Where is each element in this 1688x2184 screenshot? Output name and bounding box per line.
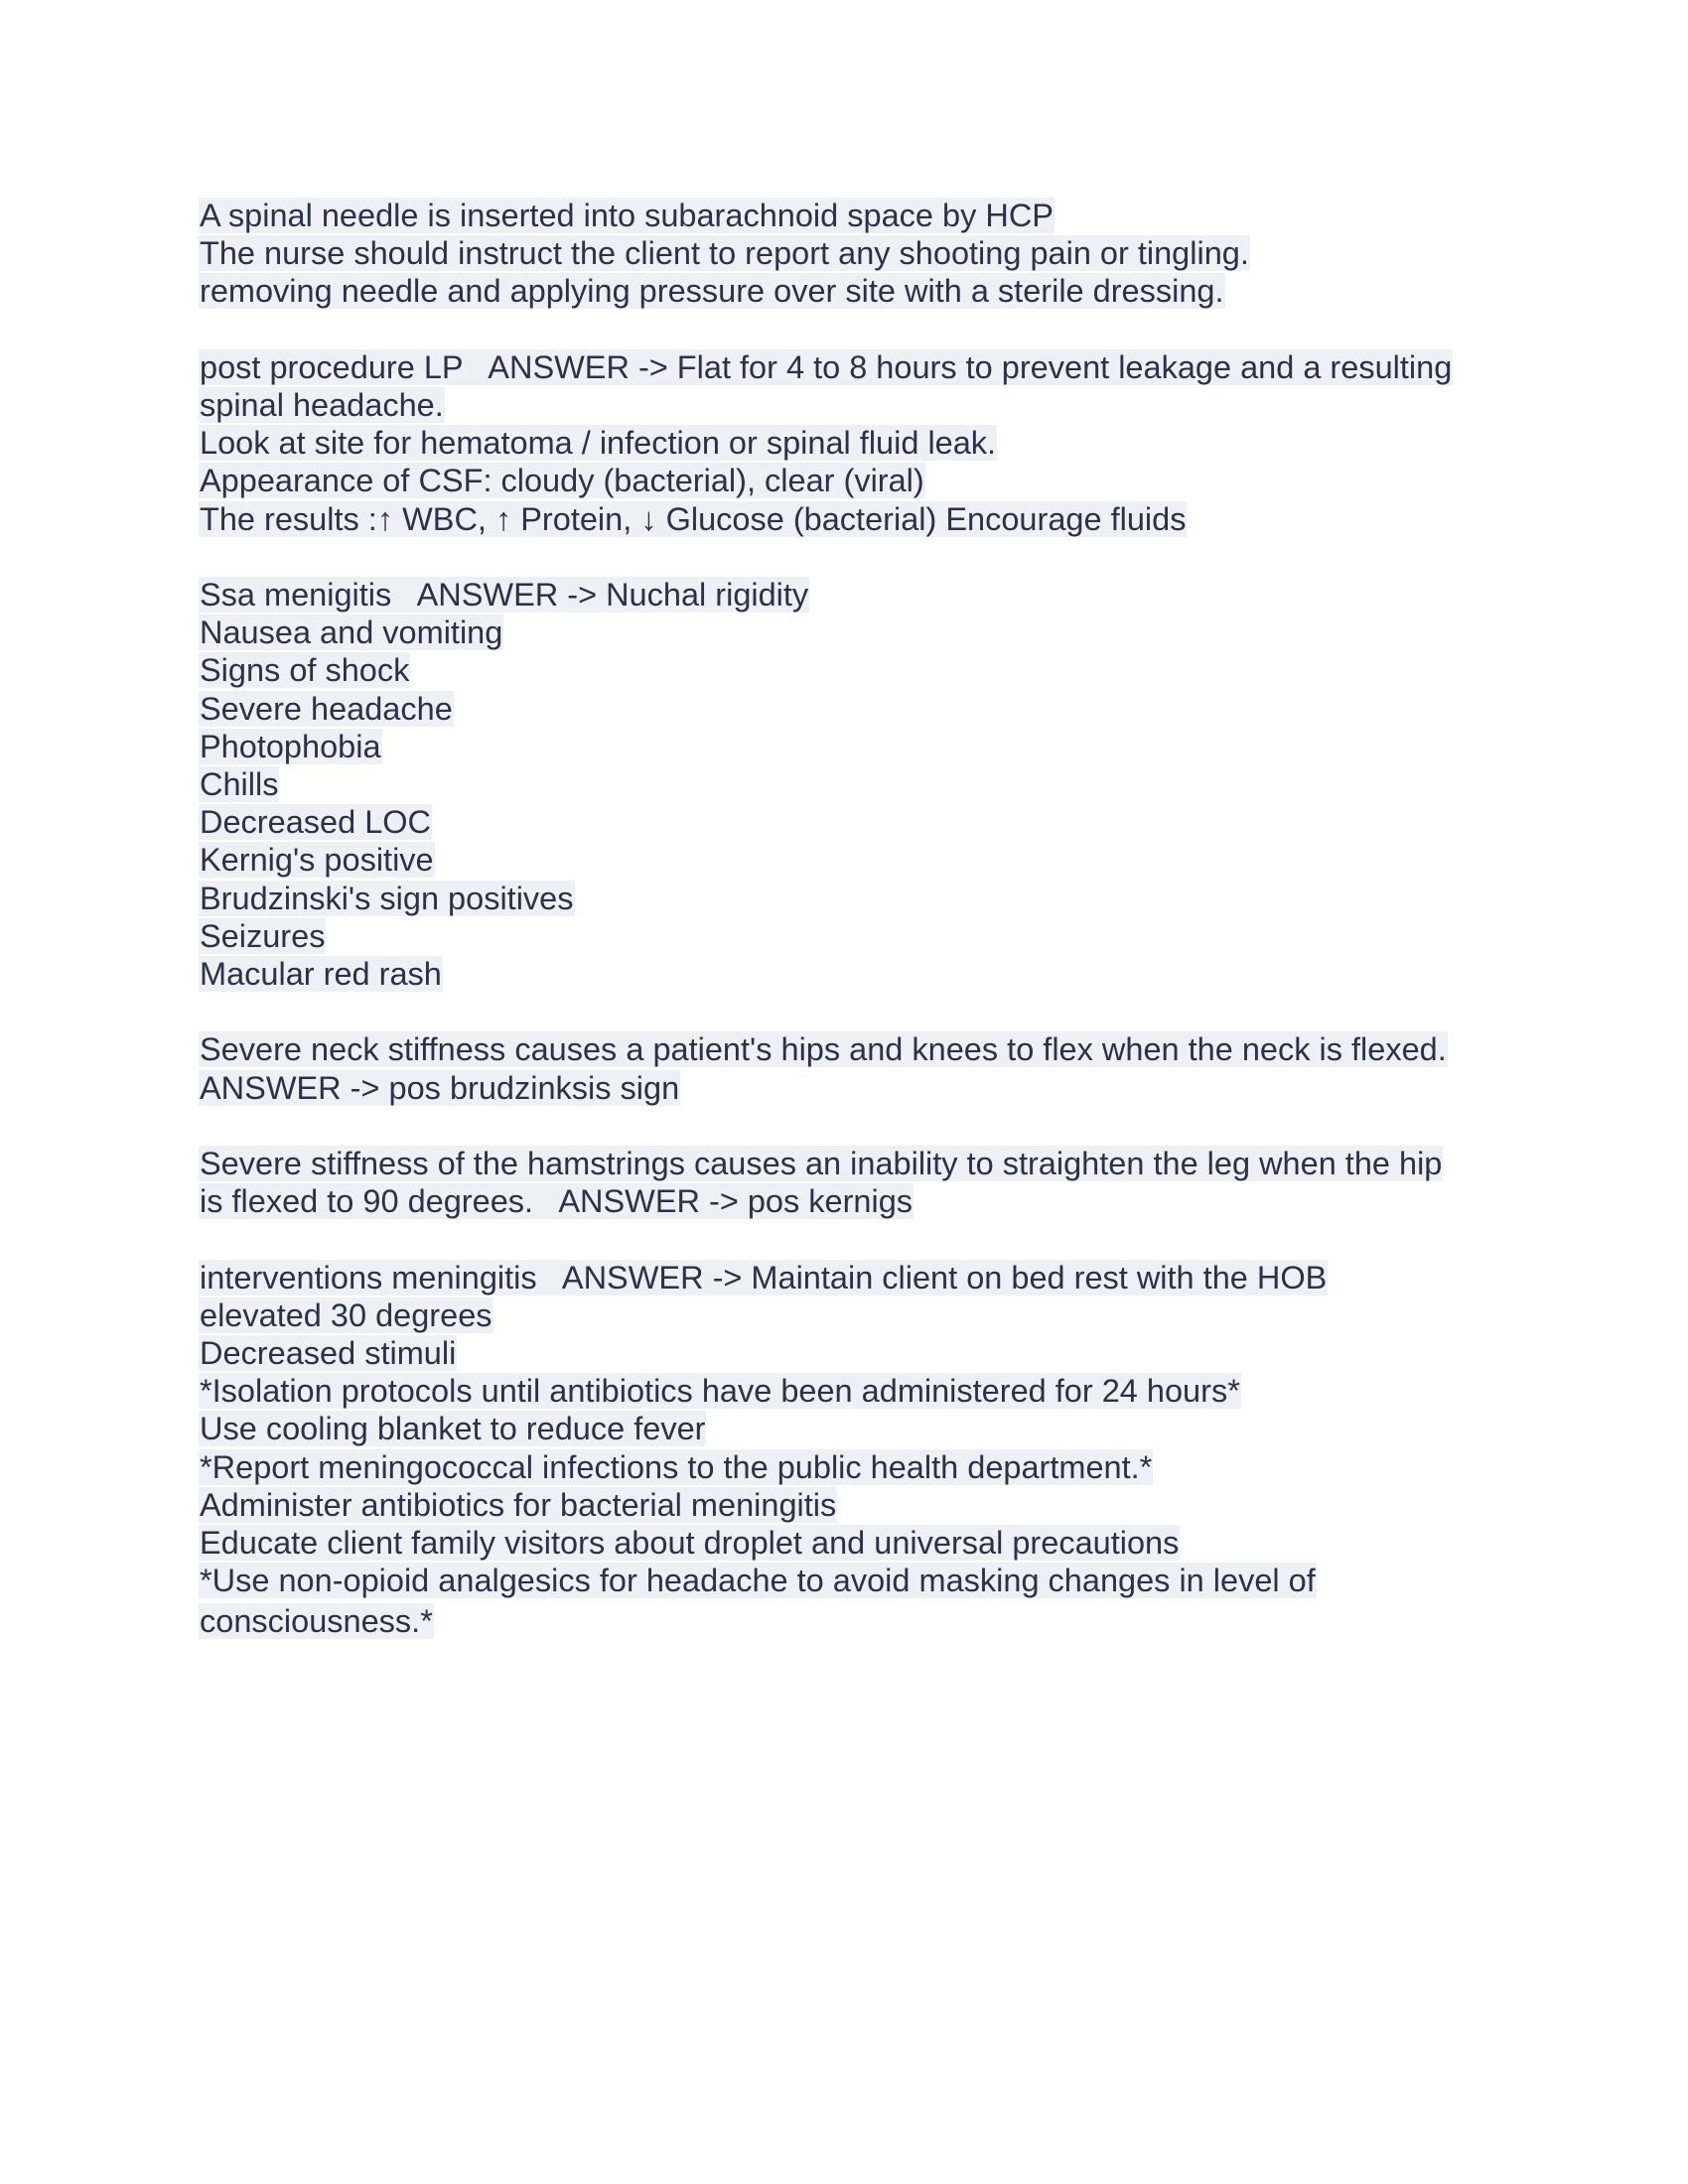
text-line: Nausea and vomiting (200, 614, 503, 651)
text-line: Look at site for hematoma / infection or spinal fluid leak. (200, 425, 997, 462)
text-line: Ssa menigitis ANSWER -> Nuchal rigidity (200, 577, 809, 613)
text-line: ANSWER -> pos brudzinksis sign (200, 1069, 680, 1106)
text-line: Signs of shock (200, 652, 410, 689)
text-line: Severe headache (200, 690, 453, 727)
text-line: Severe stiffness of the hamstrings causes an inability to straighten the leg when the hip (200, 1146, 1443, 1182)
document-body (199, 197, 1509, 1643)
paragraph-post-procedure-lp (199, 348, 1509, 538)
text-line: elevated 30 degrees (200, 1297, 492, 1333)
text-line: is flexed to 90 degrees. ANSWER -> pos kernigs (200, 1183, 914, 1220)
text-line: Macular red rash (200, 956, 442, 993)
text-line: *Isolation protocols until antibiotics have been administered for 24 hours* (200, 1373, 1240, 1410)
text-line: consciousness.* (200, 1603, 433, 1640)
text-line: spinal headache. (200, 387, 444, 423)
paragraph-kernig (199, 1145, 1509, 1220)
text-line: The nurse should instruct the client to report any shooting pain or tingling. (200, 235, 1249, 272)
text-line: Chills (200, 766, 279, 803)
text-line: Photophobia (200, 728, 381, 764)
text-line: Administer antibiotics for bacterial meningitis (200, 1486, 837, 1523)
text-line: Educate client family visitors about droplet and universal precautions (200, 1525, 1180, 1562)
text-line: post procedure LP ANSWER -> Flat for 4 to 8 hours to prevent leakage and a resulting (200, 348, 1453, 385)
text-line: *Report meningococcal infections to the public health department.* (200, 1448, 1153, 1485)
paragraph-ssa-meningitis (199, 576, 1509, 993)
paragraph-brudzinski (199, 1030, 1509, 1106)
text-line: interventions meningitis ANSWER -> Maintain client on bed rest with the HOB (200, 1259, 1328, 1296)
text-line: Severe neck stiffness causes a patient's hips and knees to flex when the neck is flexed. (200, 1031, 1447, 1068)
text-line: Brudzinski's sign positives (200, 880, 574, 916)
text-line: Kernig's positive (200, 842, 434, 879)
text-line: Decreased stimuli (200, 1335, 457, 1372)
text-line: Seizures (200, 917, 326, 954)
text-line: removing needle and applying pressure over site with a sterile dressing. (200, 273, 1224, 310)
paragraph-lumbar-puncture (199, 197, 1509, 311)
paragraph-interventions-meningitis (199, 1259, 1509, 1644)
text-line: The results :↑ WBC, ↑ Protein, ↓ Glucose (bacterial) Encourage fluids (200, 500, 1187, 537)
text-line: Appearance of CSF: cloudy (bacterial), clear (viral) (200, 463, 924, 499)
text-line: A spinal needle is inserted into subarachnoid space by HCP (200, 198, 1054, 233)
text-line: *Use non-opioid analgesics for headache to avoid masking changes in level of (200, 1563, 1316, 1599)
text-line: Decreased LOC (200, 804, 432, 841)
text-line: Use cooling blanket to reduce fever (200, 1411, 706, 1447)
